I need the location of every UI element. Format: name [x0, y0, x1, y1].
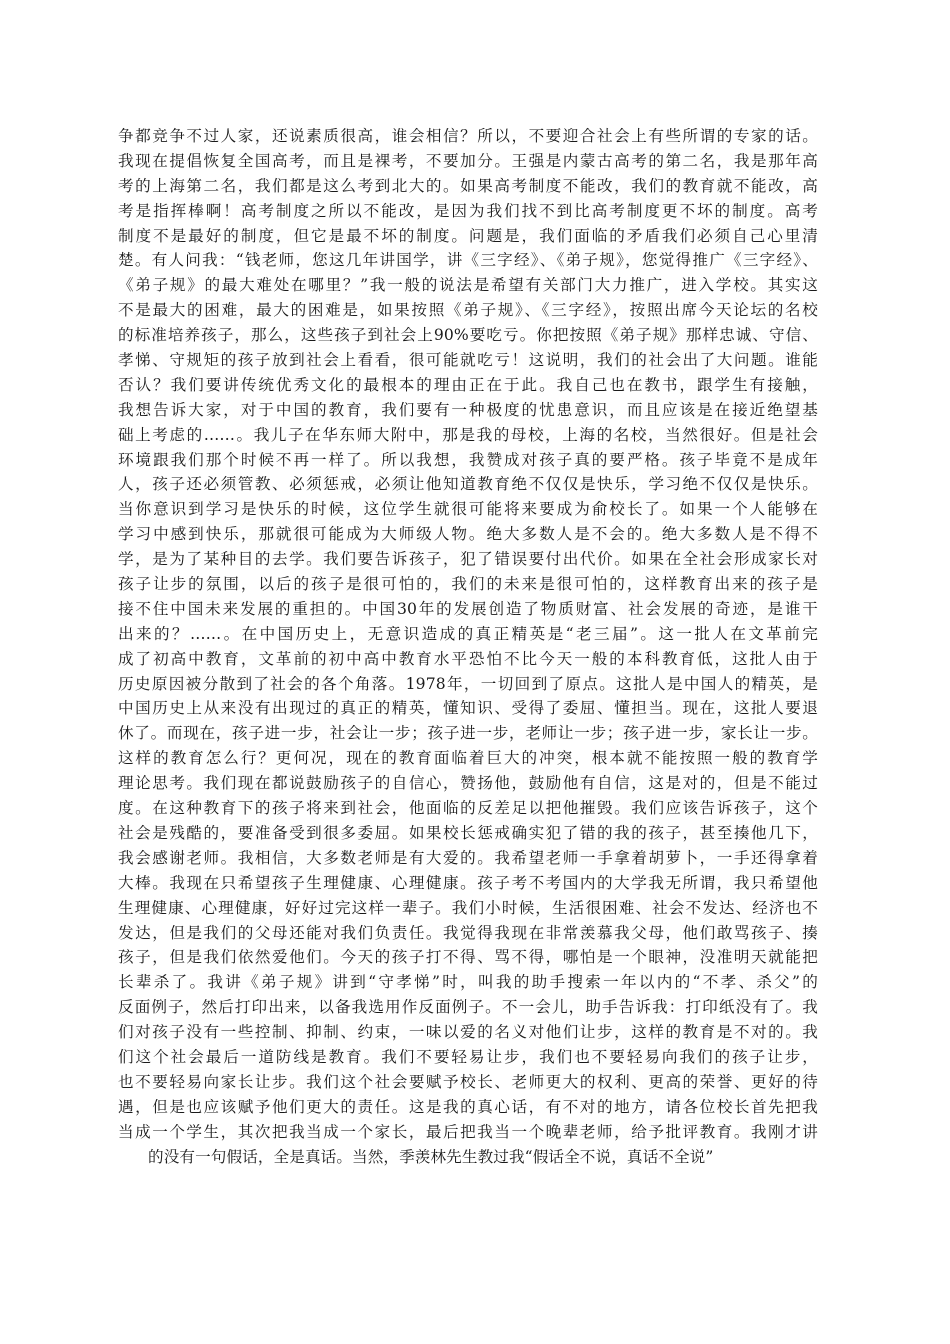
text-line: 休了。而现在，孩子进一步，社会让一步；孩子进一步，老师让一步；孩子进一步，家长让一步。: [118, 724, 818, 743]
text-line: 学，是为了某种目的去学。我们要告诉孩子，犯了错误要付出代价。如果在全社会形成家长对: [118, 550, 818, 569]
text-line: 的标准培养孩子，那么，这些孩子到社会上90%要吃亏。你把按照《弟子规》那样忠诚、守信、: [118, 326, 818, 345]
text-line: 们这个社会最后一道防线是教育。我们不要轻易让步，我们也不要轻易向我们的孩子让步，: [118, 1047, 818, 1066]
text-line: 础上考虑的……。我儿子在华东师大附中，那是我的母校，上海的名校，当然很好。但是社会: [118, 425, 818, 444]
text-line: 历史原因被分散到了社会的各个角落。1978年，一切回到了原点。这批人是中国人的精英，是: [118, 674, 818, 693]
text-line: 发达，但是我们的父母还能对我们负责任。我觉得我现在非常羡慕我父母，他们敢骂孩子、揍: [118, 923, 818, 942]
text-line: 我现在提倡恢复全国高考，而且是裸考，不要加分。王强是内蒙古高考的第二名，我是那年高: [118, 151, 818, 170]
text-line: 孝悌、守规矩的孩子放到社会上看看，很可能就吃亏！这说明，我们的社会出了大问题。谁能: [118, 351, 818, 370]
text-line: 生理健康、心理健康，好好过完这样一辈子。我们小时候，生活很困难、社会不发达、经济也不: [118, 898, 818, 917]
text-line: 理论思考。我们现在都说鼓励孩子的自信心，赞扬他，鼓励他有自信，这是对的，但是不能过: [118, 774, 818, 793]
text-line: 孩子让步的氛围，以后的孩子是很可怕的，我们的未来是很可怕的，这样教育出来的孩子是: [118, 575, 818, 594]
text-line: 环境跟我们那个时候不再一样了。所以我想，我赞成对孩子真的要严格。孩子毕竟不是成年: [118, 450, 818, 469]
text-line: 们对孩子没有一些控制、抑制、约束，一味以爱的名义对他们让步，这样的教育是不对的。我: [118, 1023, 818, 1042]
text-line: 《弟子规》的最大难处在哪里？”我一般的说法是希望有关部门大力推广，进入学校。其实这: [118, 276, 818, 295]
text-line-last: 的没有一句假话，全是真话。当然，季羡林先生教过我“假话全不说，真话不全说”: [148, 1147, 714, 1166]
text-line: 中国历史上从来没有出现过的真正的精英，懂知识、受得了委屈、懂担当。现在，这批人要退: [118, 699, 818, 718]
text-line: 出来的？……。在中国历史上，无意识造成的真正精英是“老三届”。这一批人在文革前完: [118, 624, 818, 643]
text-line: 成了初高中教育，文革前的初中高中教育水平恐怕不比今天一般的本科教育低，这批人由于: [118, 649, 818, 668]
text-line: 争都竞争不过人家，还说素质很高，谁会相信？所以，不要迎合社会上有些所谓的专家的话。: [118, 127, 818, 145]
text-line: 孩子，但是我们依然爱他们。今天的孩子打不得、骂不得，哪怕是一个眼神，没准明天就能把: [118, 948, 818, 967]
text-line: 考是指挥棒啊！高考制度之所以不能改，是因为我们找不到比高考制度更不坏的制度。高考: [118, 201, 818, 220]
text-line: 制度不是最好的制度，但它是最不坏的制度。问题是，我们面临的矛盾我们必须自己心里清: [118, 226, 818, 245]
text-line: 我会感谢老师。我相信，大多数老师是有大爱的。我希望老师一手拿着胡萝卜，一手还得拿着: [118, 848, 818, 867]
text-line: 否认？我们要讲传统优秀文化的最根本的理由正在于此。我自己也在教书，跟学生有接触，: [118, 375, 818, 394]
text-line: 人，孩子还必须管教、必须惩戒，必须让他知道教育绝不仅仅是快乐，学习绝不仅仅是快乐。: [118, 475, 818, 494]
text-line: 考的上海第二名，我们都是这么考到北大的。如果高考制度不能改，我们的教育就不能改，高: [118, 176, 818, 195]
text-line: 反面例子，然后打印出来，以备我选用作反面例子。不一会儿，助手告诉我：打印纸没有了。我: [118, 998, 818, 1017]
text-line: 不是最大的困难，最大的困难是，如果按照《弟子规》、《三字经》，按照出席今天论坛的名校: [118, 301, 818, 320]
text-line: 长辈杀了。我讲《弟子规》讲到“守孝悌”时，叫我的助手搜索一年以内的“不孝、杀父”的: [118, 973, 818, 992]
text-line: 度。在这种教育下的孩子将来到社会，他面临的反差足以把他摧毁。我们应该告诉孩子，这个: [118, 799, 818, 818]
text-line: 学习中感到快乐，那就很可能成为大师级人物。绝大多数人是不会的。绝大多数人是不得不: [118, 525, 818, 544]
body-text: [118, 124, 818, 1169]
text-line: 也不要轻易向家长让步。我们这个社会要赋予校长、老师更大的权利、更高的荣誉、更好的待: [118, 1072, 818, 1091]
text-line: 当成一个学生，其次把我当成一个家长，最后把我当一个晚辈老师，给予批评教育。我刚才讲: [118, 1122, 818, 1141]
text-line: 我想告诉大家，对于中国的教育，我们要有一种极度的忧患意识，而且应该是在接近绝望基: [118, 400, 818, 419]
text-line: 接不住中国未来发展的重担的。中国30年的发展创造了物质财富、社会发展的奇迹，是谁干: [118, 599, 818, 618]
text-line: 社会是残酷的，要准备受到很多委屈。如果校长惩戒确实犯了错的我的孩子，甚至揍他几下，: [118, 823, 818, 842]
text-line: 这样的教育怎么行？更何况，现在的教育面临着巨大的冲突，根本就不能按照一般的教育学: [118, 749, 818, 768]
text-line: 楚。有人问我：“钱老师，您这几年讲国学，讲《三字经》、《弟子规》，您觉得推广《三字经》、: [118, 251, 818, 270]
text-line: 遇，但是也应该赋予他们更大的责任。这是我的真心话，有不对的地方，请各位校长首先把我: [118, 1097, 818, 1116]
text-line: 当你意识到学习是快乐的时候，这位学生就很可能将来要成为俞校长了。如果一个人能够在: [118, 500, 818, 519]
text-line: 大棒。我现在只希望孩子生理健康、心理健康。孩子考不考国内的大学我无所谓，我只希望他: [118, 873, 818, 892]
